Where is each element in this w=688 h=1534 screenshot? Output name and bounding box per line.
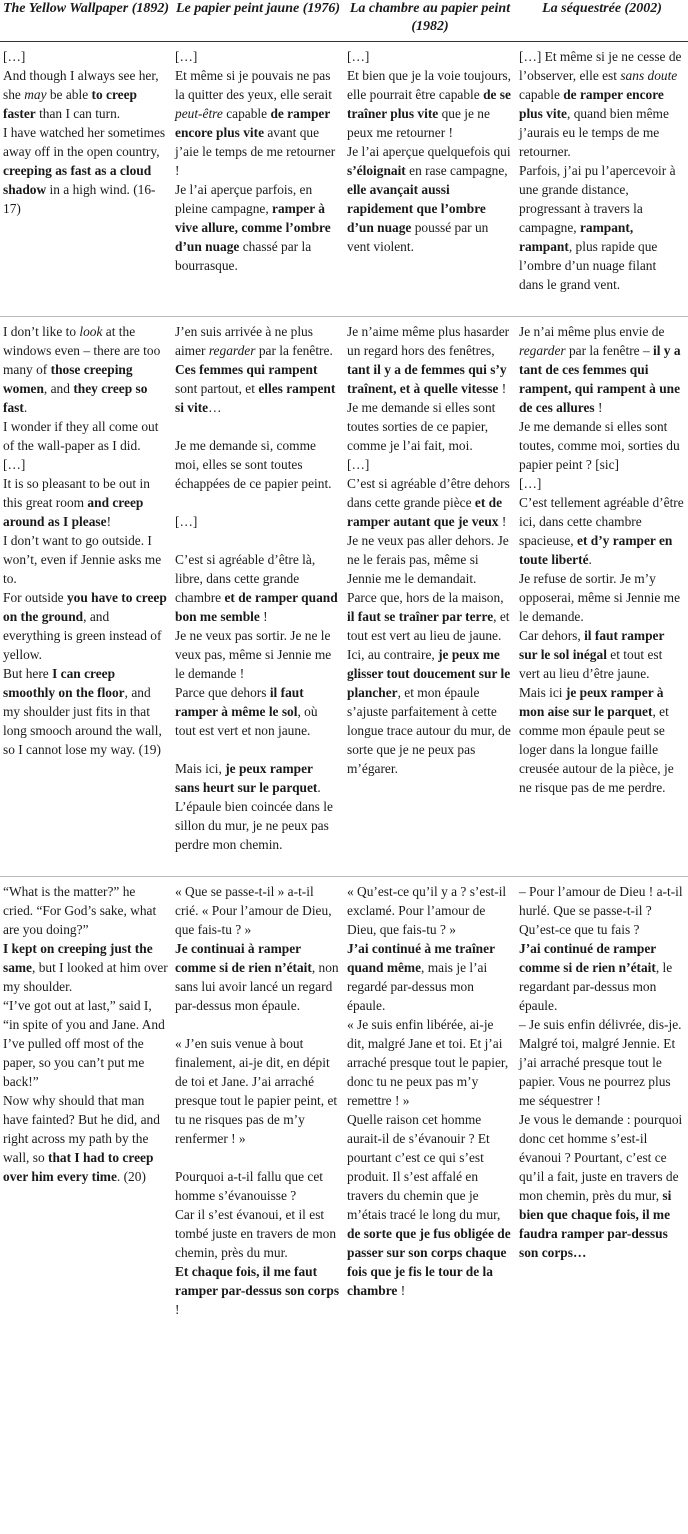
text-run: ! (498, 514, 507, 529)
text-run: par la fenêtre – (565, 343, 653, 358)
text-run: regarder (519, 343, 566, 358)
text-run: de sorte que je fus obligée de passer sur son corps chaque fois que je fis le tour de la chambre (347, 1226, 511, 1298)
cell (172, 317, 344, 877)
paragraph (347, 645, 512, 778)
text-run: avant que j’aie le temps de me retourner ! (175, 125, 336, 178)
header-row (0, 0, 688, 42)
paragraph (347, 142, 512, 256)
text-run: et d’y ramper en toute liberté (519, 533, 673, 567)
paragraph (175, 882, 340, 939)
paragraph (519, 417, 684, 474)
text-run: capable (222, 106, 271, 121)
text-run: par la fenêtre. (255, 343, 333, 358)
text-run: Ces femmes qui rampent (175, 362, 318, 377)
text-run: poussé par un vent violent. (347, 220, 489, 254)
text-run: “What is the matter?” he cried. “For God’s sake, what are you doing?” (3, 884, 157, 937)
text-run: et tout est vert au lieu d’être jaune. (519, 647, 663, 681)
cell (0, 877, 172, 1320)
text-run: . (20) (116, 1169, 146, 1184)
text-run: peut-être (175, 106, 223, 121)
text-run: , but I looked at him over my shoulder. (3, 960, 168, 994)
text-run: Et chaque fois, il me faut ramper par-dessus son corps (175, 1264, 340, 1298)
passage-row-1 (0, 42, 688, 317)
header-translation-1976: Le papier peint jaune (1976) (172, 0, 344, 42)
text-run: de ramper encore plus vite (519, 87, 664, 121)
text-run: I don’t like to (3, 324, 80, 339)
text-run: que je ne peux me retourner ! (347, 106, 490, 140)
paragraph (519, 1110, 684, 1262)
text-run: J’ai continué à me traîner quand même (347, 941, 495, 975)
text-run: , où tout est vert et non jaune. (175, 704, 318, 738)
text-run: je peux ramper à mon aise sur le parquet (519, 685, 664, 719)
text-run: […] (347, 49, 370, 64)
text-run: at the windows even – there are too many of (3, 324, 161, 377)
text-run: Mais ici (519, 685, 566, 700)
text-run: je peux me glisser tout doucement sur le plancher (347, 647, 511, 700)
paragraph (3, 939, 168, 996)
text-run: , and (43, 381, 74, 396)
text-run: Je l’ai aperçue parfois, en pleine campagne, (175, 182, 313, 216)
paragraph (3, 417, 168, 455)
text-run: ! (594, 400, 603, 415)
text-run: Parce que dehors (175, 685, 270, 700)
text-run: Je ne veux pas sortir. Je ne le veux pas, même si Jennie me le demande ! (175, 628, 332, 681)
text-run: elles rampent si vite (175, 381, 336, 415)
text-run: J’en suis arrivée à ne plus aimer (175, 324, 313, 358)
text-run: de ramper encore plus vite (175, 106, 331, 140)
text-run: C’est tellement agréable d’être ici, dans cette chambre spacieuse, (519, 495, 684, 548)
text-run: […] (519, 476, 542, 491)
paragraph (175, 939, 340, 1015)
text-run: […] (175, 49, 198, 64)
text-run: si bien que chaque fois, il me faudra ramper par-dessus son corps… (519, 1188, 672, 1260)
text-run: il faut ramper sur le sol inégal (519, 628, 665, 662)
paragraph (519, 161, 684, 294)
text-run: il y a tant de ces femmes qui rampent, qui rampent à une de ces allures (519, 343, 681, 415)
paragraph (347, 47, 512, 66)
text-run: Car il s’est évanoui, et il est tombé juste en travers de mon chemin, près du mur. (175, 1207, 337, 1260)
text-run: ! (175, 1302, 180, 1317)
paragraph (347, 1110, 512, 1300)
paragraph (347, 1015, 512, 1110)
text-run: en rase campagne, (405, 163, 508, 178)
cell (344, 317, 516, 877)
header-translation-2002: La séquestrée (2002) (516, 0, 688, 42)
text-run: – Je suis enfin délivrée, dis-je. Malgré toi, malgré Jennie. Et j’ai arraché presque tout le papier. Vous ne pourrez plus me séquestrer ! (519, 1017, 682, 1108)
paragraph (175, 1167, 340, 1205)
text-run: , plus rapide que l’ombre d’un nuage filant dans le grand vent. (519, 239, 658, 292)
text-run: , and everything is green instead of yellow. (3, 609, 162, 662)
text-run: C’est si agréable d’être dehors dans cette grande pièce (347, 476, 510, 510)
paragraph (347, 474, 512, 531)
text-run: Parfois, j’ai pu l’apercevoir à une grande distance, progressant à travers la campagne, (519, 163, 676, 235)
text-run: I wonder if they all come out of the wall-paper as I did. (3, 419, 159, 453)
text-run: Je me demande si elles sont toutes, comme moi, sorties du papier peint ? [sic] (519, 419, 680, 472)
paragraph (519, 939, 684, 1015)
text-run: ! (498, 381, 507, 396)
text-run: Je continuai à ramper comme si de rien n’était (175, 941, 312, 975)
paragraph (519, 474, 684, 493)
text-run: ! (106, 514, 112, 529)
text-run: creeping as fast as a cloud shadow (3, 163, 152, 197)
paragraph (175, 322, 340, 417)
text-run: I don’t want to go outside. I won’t, even if Jennie asks me to. (3, 533, 162, 586)
text-run: ramper à vive allure, comme l’ombre d’un nuage (175, 201, 331, 254)
paragraph (175, 47, 340, 66)
cell (172, 42, 344, 317)
passage-row-3 (0, 877, 688, 1320)
text-run: It is so pleasant to be out in this great room (3, 476, 150, 510)
text-run: sont partout, et (175, 381, 259, 396)
text-run: Je vous le demande : pourquoi donc cet homme s’est-il évanoui ? Pourtant, c’est ce qu’il a fait, juste en travers de mon chemin, près du mur, (519, 1112, 683, 1203)
text-run: tant il y a de femmes qui s’y traînent, et à quelle vitesse (347, 362, 507, 396)
paragraph (175, 1034, 340, 1148)
paragraph (347, 882, 512, 939)
paragraph (175, 683, 340, 740)
paragraph (3, 996, 168, 1091)
paragraph (175, 512, 340, 531)
cell (0, 42, 172, 317)
text-run: regarder (208, 343, 256, 358)
paragraph (3, 588, 168, 664)
text-run: « Je suis enfin libérée, ai-je dit, malgré Jane et toi. Et j’ai arraché presque tout le papier, donc tu ne peux pas m’y remettre ! » (347, 1017, 509, 1108)
text-run: they creep so fast (3, 381, 148, 415)
text-run: et de ramper quand bon me semble (175, 590, 338, 624)
cell (344, 42, 516, 317)
paragraph (519, 626, 684, 683)
paragraph (519, 683, 684, 797)
text-run: Pourquoi a-t-il fallu que cet homme s’évanouisse ? (175, 1169, 323, 1203)
text-run: « Qu’est-ce qu’il y a ? s’est-il exclamé. Pour l’amour de Dieu, que fais-tu ? » (347, 884, 507, 937)
text-run: J’ai continué de ramper comme si de rien n’était (519, 941, 656, 975)
text-run: I kept on creeping just the same (3, 941, 153, 975)
text-run: in a high wind. (16-17) (3, 182, 156, 216)
paragraph (519, 322, 684, 417)
text-run: look (79, 324, 103, 339)
text-run: […] (175, 514, 198, 529)
text-run: […] Et même si je ne cesse de l’observer, elle est (519, 49, 682, 83)
paragraph (3, 322, 168, 417)
text-run: that I had to creep over him every time (3, 1150, 154, 1184)
paragraph (519, 882, 684, 939)
text-run: Je me demande si elles sont toutes sorties de ce papier, comme je l’ai fait, moi. (347, 400, 496, 453)
text-run: And though I always see her, she (3, 68, 159, 102)
text-run: and creep around as I please (3, 495, 144, 529)
paragraph (347, 588, 512, 645)
text-run: Quelle raison cet homme aurait-il de s’évanouir ? Et pourtant c’est ce qui s’est produit. Il s’est affalé en travers du chemin que je m’étais tracé le long du mur, (347, 1112, 501, 1222)
text-run: , and my shoulder just fits in that long smooch around the wall, so I cannot lose my way. (19) (3, 685, 162, 757)
text-run: « Que se passe-t-il » a-t-il crié. « Pour l’amour de Dieu, que fais-tu ? » (175, 884, 332, 937)
text-run: , et mon épaule s’ajuste parfaitement à cette longue trace autour du mur, de sorte que je ne peux pas m’égarer. (347, 685, 511, 776)
cell (344, 877, 516, 1320)
paragraph (175, 436, 340, 493)
text-run: Now why should that man have fainted? But he did, and right across my path by the wall, so (3, 1093, 160, 1165)
passage-row-2 (0, 317, 688, 877)
paragraph (519, 569, 684, 626)
paragraph (3, 664, 168, 759)
text-run: “I’ve got out at last,” said I, “in spite of you and Jane. And I’ve pulled off most of the paper, so you can’t put me back!” (3, 998, 165, 1089)
cell (0, 317, 172, 877)
header-original-1892: The Yellow Wallpaper (1892) (0, 0, 172, 42)
text-run: , non sans lui avoir lancé un regard par-dessus mon épaule. (175, 960, 339, 1013)
paragraph (175, 759, 340, 854)
text-run: il faut ramper à même le sol (175, 685, 304, 719)
text-run: Et bien que je la voie toujours, elle pourrait être capable (347, 68, 511, 102)
text-run: de se traîner plus vite (347, 87, 511, 121)
text-run: . L’épaule bien coincée dans le sillon du mur, je ne peux pas perdre mon chemin. (175, 780, 333, 852)
text-run: C’est si agréable d’être là, libre, dans cette grande chambre (175, 552, 316, 605)
paragraph (347, 66, 512, 142)
text-run: , quand bien même j’aurais eu le temps de me retourner. (519, 106, 669, 159)
cell (172, 877, 344, 1320)
text-run: I have watched her sometimes away off in the open country, (3, 125, 166, 159)
text-run: For outside (3, 590, 67, 605)
text-run: rampant, rampant (519, 220, 634, 254)
text-run: than I can turn. (35, 106, 121, 121)
paragraph (3, 47, 168, 66)
paragraph (175, 66, 340, 180)
text-run: to creep faster (3, 87, 137, 121)
text-run: […] (3, 49, 26, 64)
paragraph (3, 66, 168, 123)
paragraph (3, 882, 168, 939)
cell (516, 317, 688, 877)
text-run: il faut se traîner par terre (347, 609, 494, 624)
text-run: I can creep smoothly on the floor (3, 666, 125, 700)
header-translation-1982: La chambre au papier peint (1982) (344, 0, 516, 42)
paragraph (519, 1015, 684, 1110)
paragraph (3, 474, 168, 531)
text-run: Je n’ai même plus envie de (519, 324, 665, 339)
text-run: Mais ici, (175, 761, 226, 776)
paragraph (3, 455, 168, 474)
text-run: may (24, 87, 47, 102)
text-run: chassé par la bourrasque. (175, 239, 312, 273)
paragraph (3, 531, 168, 588)
text-run: – Pour l’amour de Dieu ! a-t-il hurlé. Que se passe-t-il ? Qu’est-ce que tu fais ? (519, 884, 683, 937)
text-run: . (23, 400, 28, 415)
paragraph (175, 1205, 340, 1262)
text-run: Je ne veux pas aller dehors. Je ne le ferais pas, même si Jennie me le demandait. (347, 533, 509, 586)
paragraph (347, 939, 512, 1015)
paragraph (519, 493, 684, 569)
text-run: capable (519, 87, 564, 102)
text-run: sans doute (620, 68, 678, 83)
text-run: Je l’ai aperçue quelquefois qui (347, 144, 511, 159)
paragraph (347, 398, 512, 455)
text-run: , et tout est vert au lieu de jaune. (347, 609, 510, 643)
text-run: those creeping women (3, 362, 133, 396)
paragraph (519, 47, 684, 161)
paragraph (347, 322, 512, 398)
text-run: Je n’aime même plus hasarder un regard hors des fenêtres, (347, 324, 510, 358)
text-run: s’éloignait (347, 163, 406, 178)
paragraph (347, 455, 512, 474)
text-run: […] (3, 457, 26, 472)
text-run: Et même si je pouvais ne pas la quitter des yeux, elle serait (175, 68, 332, 102)
text-run: , et comme mon épaule peut se loger dans la longue faille creusée autour de la pièce, je ne risque pas de me perdre. (519, 704, 674, 795)
text-run: … (208, 400, 222, 415)
cell (516, 42, 688, 317)
paragraph (3, 123, 168, 218)
text-run: But here (3, 666, 53, 681)
cell (516, 877, 688, 1320)
text-run: Ici, au contraire, (347, 647, 439, 662)
text-run: Car dehors, (519, 628, 585, 643)
text-run: et de ramper autant que je veux (347, 495, 503, 529)
paragraph (175, 1262, 340, 1319)
text-run: ! (259, 609, 268, 624)
text-run: , le regardant par-dessus mon épaule. (519, 960, 673, 1013)
paragraph (3, 1091, 168, 1186)
text-run: , mais je l’ai regardé par-dessus mon épaule. (347, 960, 488, 1013)
text-run: Je me demande si, comme moi, elles se sont toutes échappées de ce papier peint. (175, 438, 332, 491)
paragraph (175, 626, 340, 683)
text-run: […] (347, 457, 370, 472)
text-run: Je refuse de sortir. Je m’y opposerai, même si Jennie me le demande. (519, 571, 681, 624)
text-run: be able (46, 87, 92, 102)
text-run: « J’en suis venue à bout finalement, ai-je dit, en dépit de toi et Jane. J’ai arraché presque tout le papier peint, et tu ne risques pas de m’y renfermer ! » (175, 1036, 338, 1146)
text-run: you have to creep on the ground (3, 590, 167, 624)
text-run: ! (397, 1283, 406, 1298)
text-run: . (588, 552, 592, 567)
paragraph (175, 180, 340, 275)
text-run: elle avançait aussi rapidement que l’ombre d’un nuage (347, 182, 486, 235)
paragraph (347, 531, 512, 588)
text-run: Parce que, hors de la maison, (347, 590, 504, 605)
paragraph (175, 550, 340, 626)
text-run: je peux ramper sans heurt sur le parquet (175, 761, 318, 795)
